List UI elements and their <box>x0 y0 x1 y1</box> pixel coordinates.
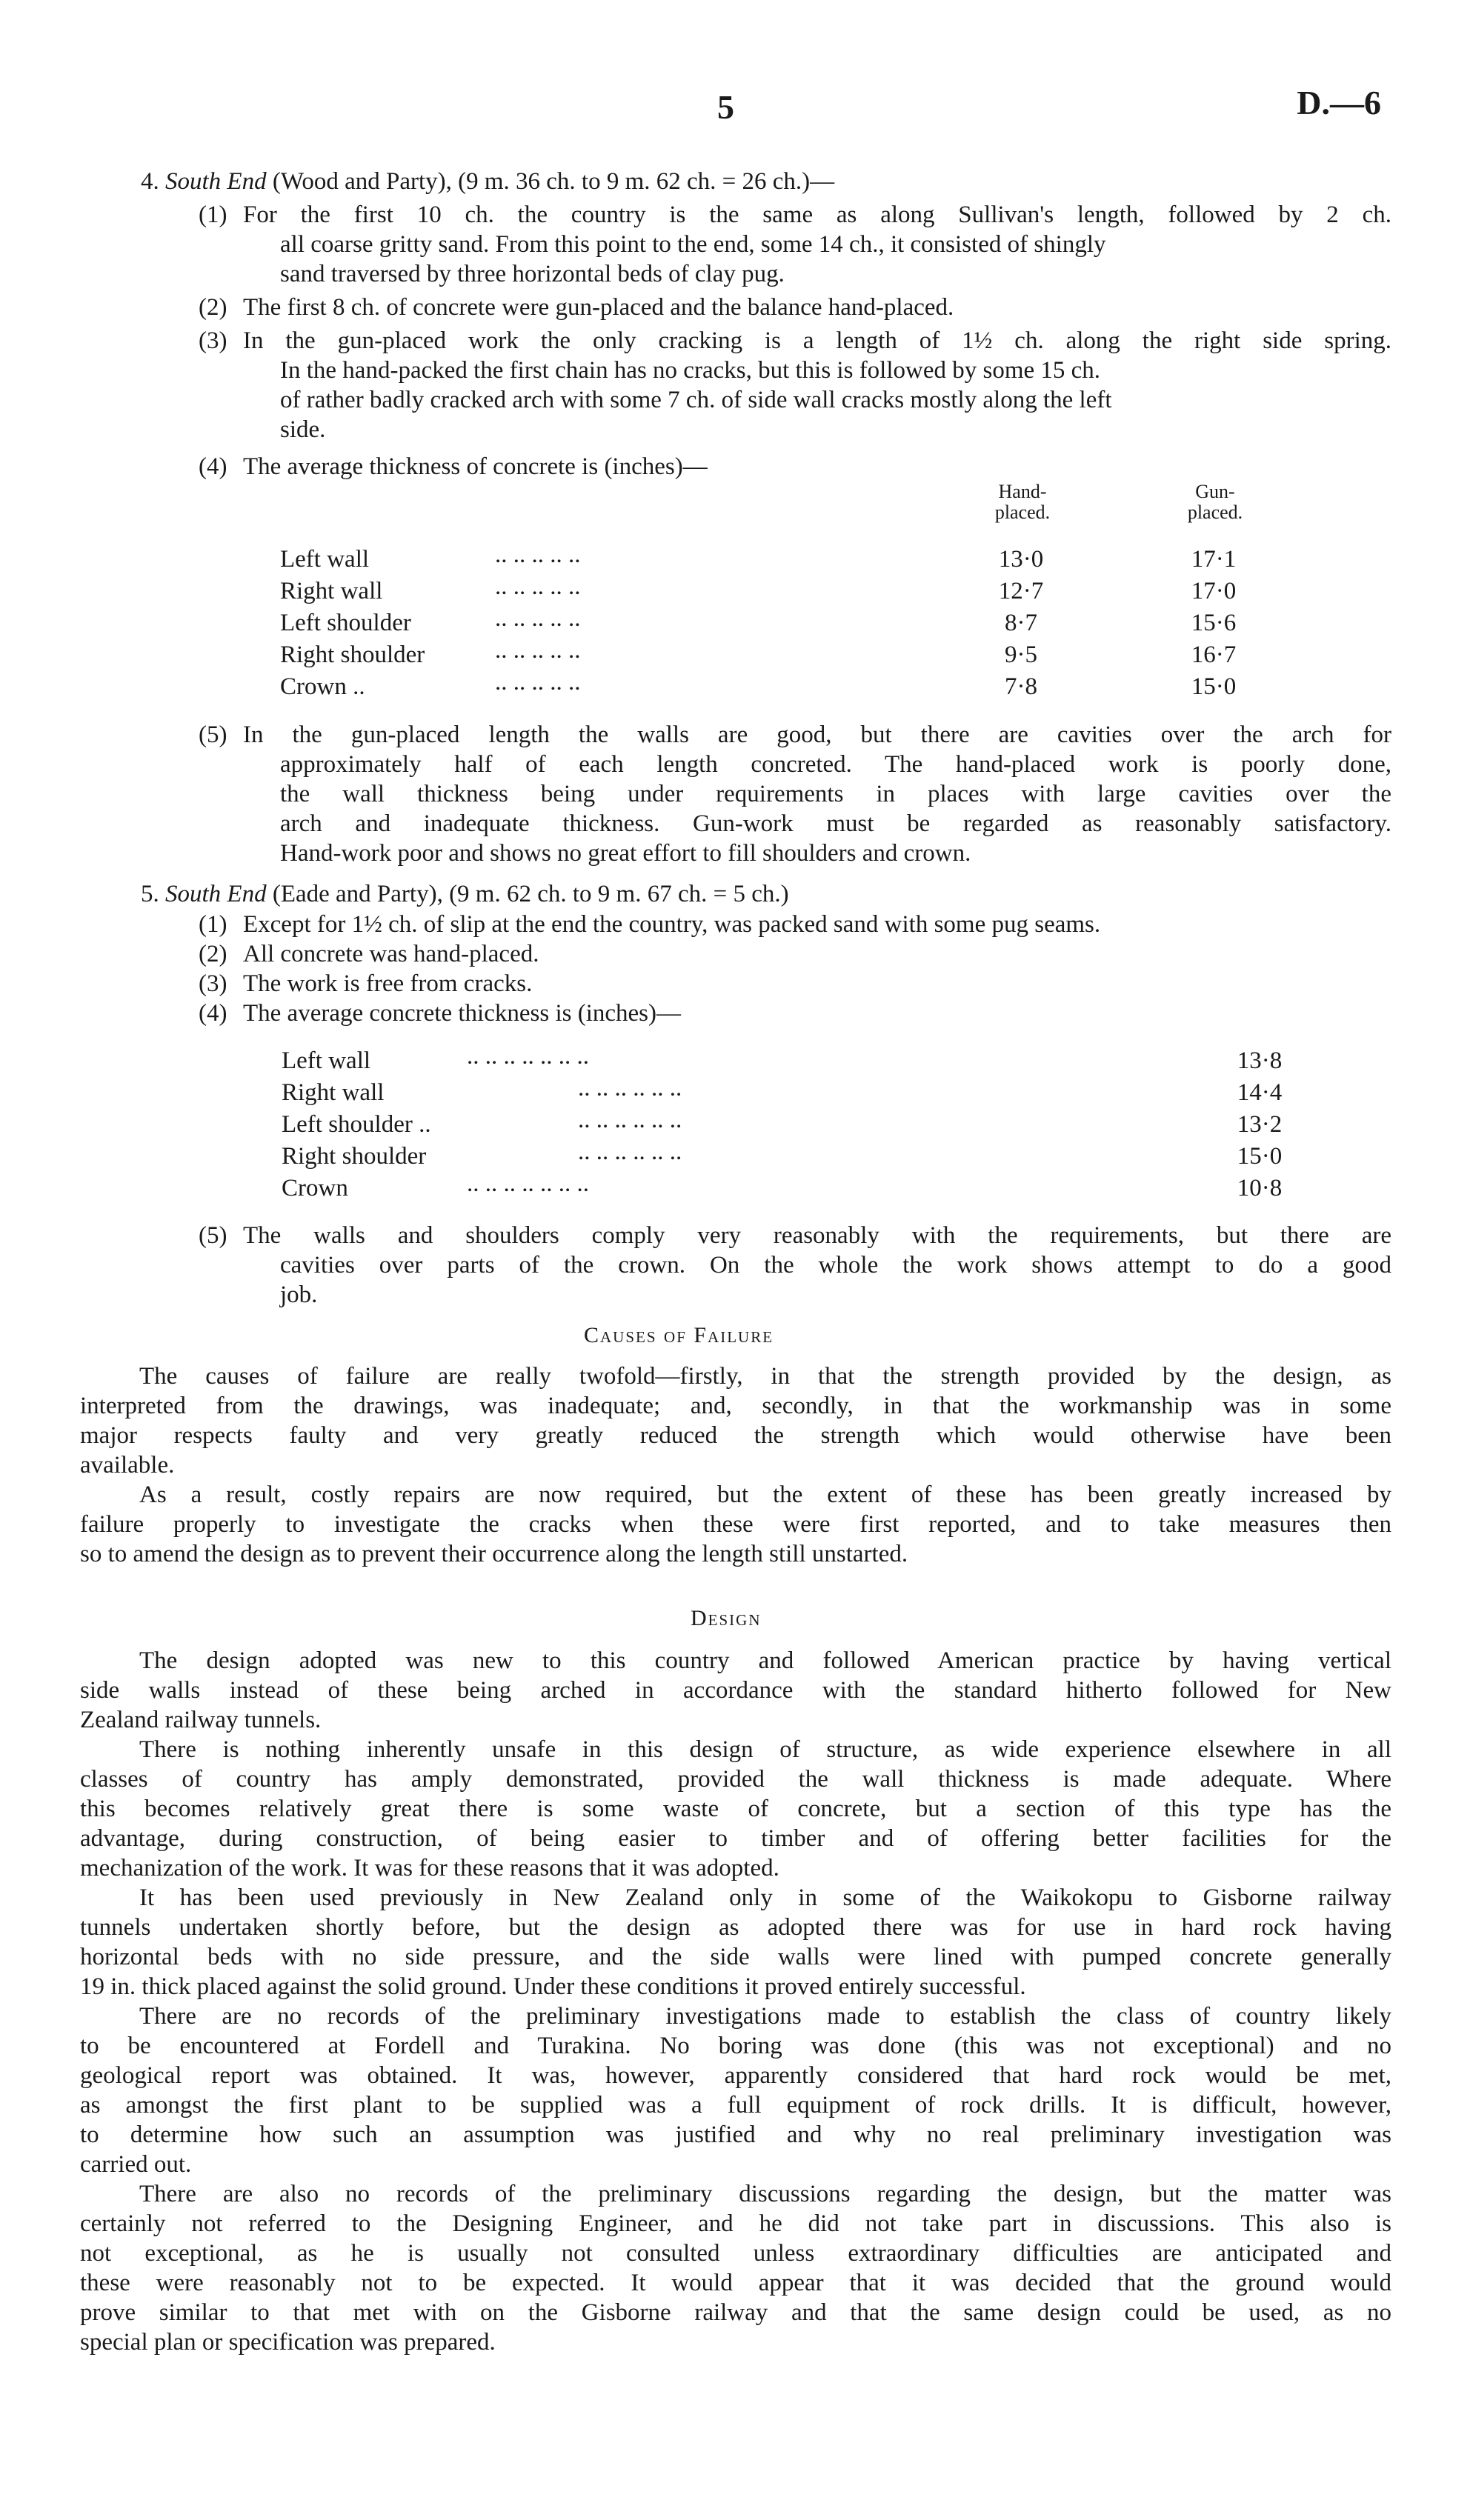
paragraph-line: sand traversed by three horizontal beds of clay pug. <box>280 261 785 287</box>
paragraph-line: of rather badly cracked arch with some 7 ch. of side wall cracks mostly along the left <box>280 387 1112 413</box>
paragraph-line: classes of country has amply demonstrated, provided the wall thickness is made adequate. Where <box>80 1766 1391 1793</box>
column-header-gun-placed <box>1171 481 1260 523</box>
row-label: Right shoulder <box>282 1143 427 1170</box>
column-header-line: Gun- <box>1195 481 1235 502</box>
paragraph-line: horizontal beds with no side pressure, and the side walls were lined with pumped concrete generally <box>80 1944 1391 1970</box>
paragraph-line: In the gun-placed work the only cracking is a length of 1½ ch. along the right side spring. <box>243 327 1391 354</box>
document-reference: D.—6 <box>1297 84 1381 121</box>
item-number: (3) <box>199 970 227 997</box>
section-4-heading <box>141 167 834 196</box>
row-label: Left shoulder <box>280 610 411 636</box>
item-number: (5) <box>199 721 227 748</box>
row-label: Right wall <box>282 1079 385 1106</box>
hand-placed-value: 12·7 <box>998 578 1044 604</box>
paragraph-line: to be encountered at Fordell and Turakina. No boring was done (this was not exceptional) and no <box>80 2033 1391 2059</box>
table-row <box>280 541 1280 574</box>
thickness-value: 14·4 <box>1237 1079 1283 1106</box>
section-title-italic: South End <box>165 168 267 195</box>
paragraph-line: The work is free from cracks. <box>243 970 533 997</box>
paragraph-line: approximately half of each length concreted. The hand-placed work is poorly done, <box>280 751 1391 778</box>
paragraph-line: As a result, costly repairs are now required, but the extent of these has been greatly increased by <box>139 1481 1391 1508</box>
item-number: (5) <box>199 1222 227 1249</box>
row-label: Left shoulder .. <box>282 1111 431 1138</box>
item-number: (1) <box>199 201 227 228</box>
paragraph-line: In the hand-packed the first chain has no cracks, but this is followed by some 15 ch. <box>280 357 1101 384</box>
row-label: Right shoulder <box>280 641 425 668</box>
thickness-value: 10·8 <box>1237 1175 1283 1201</box>
column-header-line: Hand- <box>998 481 1047 502</box>
leader-dots: .. .. .. .. .. <box>495 637 581 664</box>
paragraph-line: special plan or specification was prepared. <box>80 2329 496 2356</box>
paragraph-line: this becomes relatively great there is some waste of concrete, but a section of this type has the <box>80 1796 1391 1822</box>
item-number: (2) <box>199 941 227 967</box>
paragraph-line: The first 8 ch. of concrete were gun-placed and the balance hand-placed. <box>243 294 954 321</box>
row-label: Left wall <box>282 1047 371 1074</box>
paragraph-line: There is nothing inherently unsafe in this design of structure, as wide experience elsewhere in all <box>139 1736 1391 1763</box>
column-header-line: placed. <box>1187 501 1243 523</box>
paragraph-line: 19 in. thick placed against the solid ground. Under these conditions it proved entirely successful. <box>80 1973 1026 2000</box>
paragraph-line: all coarse gritty sand. From this point to the end, some 14 ch., it consisted of shingly <box>280 231 1106 258</box>
hand-placed-value: 7·8 <box>1005 673 1037 700</box>
thickness-value: 13·2 <box>1237 1111 1283 1138</box>
paragraph-line: prove similar to that met with on the Gisborne railway and that the same design could be used, as no <box>80 2299 1391 2326</box>
item-number: (3) <box>199 327 227 354</box>
hand-placed-value: 13·0 <box>998 546 1044 573</box>
table-row <box>280 669 1280 701</box>
column-header-line: placed. <box>994 501 1051 523</box>
leader-dots: .. .. .. .. .. .. <box>578 1075 682 1101</box>
paragraph-line: In the gun-placed length the walls are good, but there are cavities over the arch for <box>243 721 1391 748</box>
paragraph-line: as amongst the first plant to be supplied was a full equipment of rock drills. It is difficult, however, <box>80 2092 1391 2119</box>
paragraph-line: failure properly to investigate the cracks when these were first reported, and to take measures then <box>80 1511 1391 1538</box>
paragraph-line: The design adopted was new to this country and followed American practice by having vertical <box>139 1647 1391 1674</box>
paragraph-line: to determine how such an assumption was justified and why no real preliminary investigation was <box>80 2121 1391 2148</box>
row-label: Crown .. <box>280 673 365 700</box>
leader-dots: .. .. .. .. .. <box>495 573 581 600</box>
column-header-hand-placed <box>978 481 1067 523</box>
paragraph-line: interpreted from the drawings, was inadequate; and, secondly, in that the workmanship was in some <box>80 1393 1391 1419</box>
paragraph-line: cavities over parts of the crown. On the whole the work shows attempt to do a good <box>280 1252 1391 1279</box>
leader-dots: .. .. .. .. .. <box>495 669 581 696</box>
item-number: (2) <box>199 294 227 321</box>
paragraph-line: side. <box>280 416 326 443</box>
gun-placed-value: 16·7 <box>1191 641 1237 668</box>
paragraph-line: There are also no records of the preliminary discussions regarding the design, but the matter was <box>139 2181 1391 2207</box>
table-row <box>282 1107 1378 1139</box>
paragraph-line: All concrete was hand-placed. <box>243 941 539 967</box>
paragraph-line: The average concrete thickness is (inches)— <box>243 1000 681 1027</box>
table-row <box>280 637 1280 670</box>
paragraph-line: The causes of failure are really twofold—firstly, in that the strength provided by the design, as <box>139 1363 1391 1390</box>
leader-dots: .. .. .. .. .. <box>495 605 581 632</box>
section-title-italic: South End <box>165 881 267 907</box>
paragraph-line: geological report was obtained. It was, however, apparently considered that hard rock would be met, <box>80 2062 1391 2089</box>
section-5-heading <box>141 879 789 909</box>
paragraph-line: certainly not referred to the Designing Engineer, and he did not take part in discussions. This also is <box>80 2210 1391 2237</box>
row-label: Left wall <box>280 546 370 573</box>
paragraph-line: advantage, during construction, of being easier to timber and of offering better facilities for the <box>80 1825 1391 1852</box>
hand-placed-value: 9·5 <box>1005 641 1037 668</box>
table-row <box>282 1141 1378 1171</box>
paragraph-line: the wall thickness being under requirements in places with large cavities over the <box>280 781 1391 807</box>
item-number: (4) <box>199 453 227 480</box>
table-row <box>282 1170 1378 1203</box>
paragraph-line: The average thickness of concrete is (inches)— <box>243 453 708 480</box>
paragraph-line: Except for 1½ ch. of slip at the end the country, was packed sand with some pug seams. <box>243 911 1101 938</box>
paragraph-line: Hand-work poor and shows no great effort to fill shoulders and crown. <box>280 840 971 867</box>
paragraph-line: job. <box>280 1281 318 1308</box>
paragraph-line: these were reasonably not to be expected. It would appear that it was decided that the ground would <box>80 2270 1391 2296</box>
gun-placed-value: 17·1 <box>1191 546 1237 573</box>
section-number: 4. <box>141 168 159 195</box>
table-row <box>280 605 1280 638</box>
paragraph-line: not exceptional, as he is usually not consulted unless extraordinary difficulties are anticipated and <box>80 2240 1391 2267</box>
leader-dots: .. .. .. .. .. .. .. <box>467 1043 589 1070</box>
thickness-value: 15·0 <box>1237 1143 1283 1170</box>
section-heading: Causes of Failure <box>584 1323 774 1347</box>
table-row <box>282 1043 1378 1076</box>
leader-dots: .. .. .. .. .. .. <box>578 1107 682 1133</box>
section-heading: Design <box>691 1606 762 1630</box>
paragraph-line: tunnels undertaken shortly before, but the design as adopted there was for use in hard rock having <box>80 1914 1391 1941</box>
thickness-value: 13·8 <box>1237 1047 1283 1074</box>
hand-placed-value: 8·7 <box>1005 610 1037 636</box>
item-number: (1) <box>199 911 227 938</box>
gun-placed-value: 17·0 <box>1191 578 1237 604</box>
paragraph-line: mechanization of the work. It was for these reasons that it was adopted. <box>80 1855 779 1881</box>
row-label: Right wall <box>280 578 383 604</box>
page-number: 5 <box>717 88 734 126</box>
row-label: Crown <box>282 1175 348 1201</box>
section-number: 5. <box>141 881 159 907</box>
paragraph-line: arch and inadequate thickness. Gun-work must be regarded as reasonably satisfactory. <box>280 810 1391 837</box>
paragraph-line: major respects faulty and very greatly reduced the strength which would otherwise have been <box>80 1422 1391 1449</box>
table-row <box>282 1075 1378 1107</box>
paragraph-line: so to amend the design as to prevent their occurrence along the length still unstarted. <box>80 1541 908 1567</box>
leader-dots: .. .. .. .. .. <box>495 541 581 568</box>
leader-dots: .. .. .. .. .. .. <box>578 1139 682 1165</box>
leader-dots: .. .. .. .. .. .. .. <box>467 1170 589 1197</box>
table-row <box>280 573 1280 606</box>
item-number: (4) <box>199 1000 227 1027</box>
paragraph-line: It has been used previously in New Zealand only in some of the Waikokopu to Gisborne railway <box>139 1884 1391 1911</box>
section-title-rest: (Wood and Party), (9 m. 36 ch. to 9 m. 62 ch. = 26 ch.)— <box>266 168 835 195</box>
paragraph-line: For the first 10 ch. the country is the same as along Sullivan's length, followed by 2 ch. <box>243 201 1391 228</box>
paragraph-line: The walls and shoulders comply very reasonably with the requirements, but there are <box>243 1222 1391 1249</box>
paragraph-line: available. <box>80 1452 175 1479</box>
paragraph-line: side walls instead of these being arched in accordance with the standard hitherto followed for New <box>80 1677 1391 1704</box>
section-title-rest: (Eade and Party), (9 m. 62 ch. to 9 m. 67 ch. = 5 ch.) <box>266 881 789 907</box>
paragraph-line: Zealand railway tunnels. <box>80 1707 322 1733</box>
paragraph-line: carried out. <box>80 2151 192 2178</box>
paragraph-line: There are no records of the preliminary investigations made to establish the class of country likely <box>139 2003 1391 2030</box>
gun-placed-value: 15·6 <box>1191 610 1237 636</box>
gun-placed-value: 15·0 <box>1191 673 1237 700</box>
